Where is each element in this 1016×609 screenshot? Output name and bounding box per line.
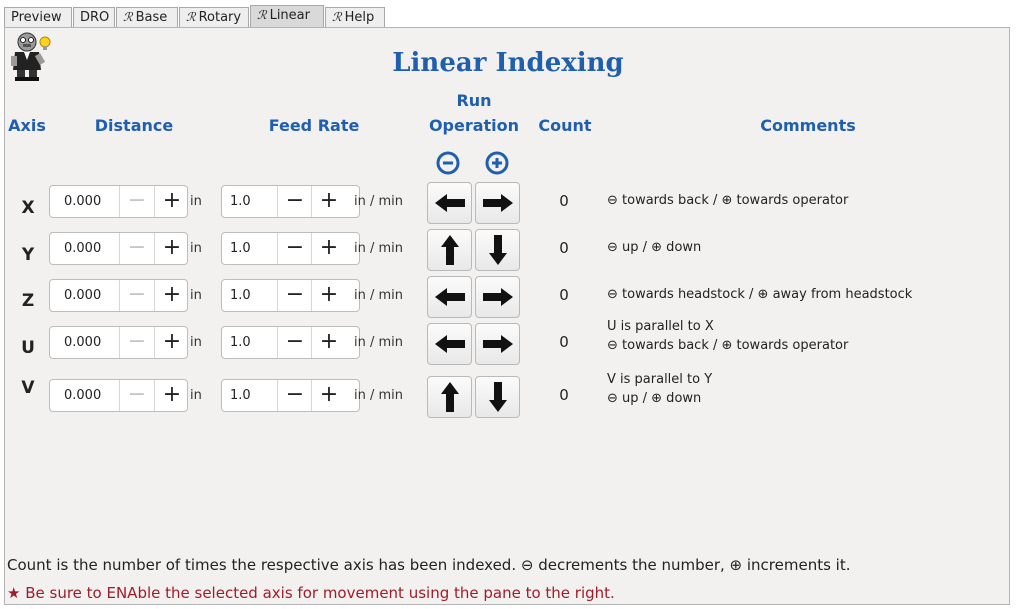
distance-decrement-button-x[interactable]: −: [119, 186, 154, 217]
comment-u: [607, 317, 848, 355]
header-count: Count: [538, 116, 592, 135]
comment-y: [607, 238, 701, 257]
comment-x: [607, 191, 848, 210]
distance-unit-v: in: [190, 388, 202, 403]
distance-increment-button-u[interactable]: +: [154, 327, 189, 358]
tab-rotary[interactable]: [179, 7, 249, 27]
feed-spinbox-z: [221, 279, 360, 312]
distance-spinbox-x: [49, 185, 188, 218]
count-value-v: 0: [559, 386, 569, 404]
arrow-up-icon: [439, 233, 461, 267]
plus-circle-icon: [484, 150, 510, 176]
distance-value-z[interactable]: 0.000: [64, 288, 102, 303]
feed-unit-v: in / min: [354, 388, 404, 403]
axis-label-u: U: [21, 338, 35, 358]
feed-decrement-button-x[interactable]: −: [277, 186, 312, 217]
distance-increment-button-y[interactable]: +: [154, 233, 189, 264]
distance-spinbox-v: [49, 379, 188, 412]
run-plus-button-x[interactable]: [475, 182, 520, 224]
comment-line-1: U is parallel to X: [607, 319, 714, 334]
distance-decrement-button-v[interactable]: −: [119, 380, 154, 411]
run-minus-button-u[interactable]: [427, 323, 472, 365]
feed-unit-x: in / min: [354, 194, 404, 209]
feed-value-v[interactable]: 1.0: [230, 388, 251, 403]
distance-value-u[interactable]: 0.000: [64, 335, 102, 350]
feed-spinbox-v: [221, 379, 360, 412]
distance-unit-x: in: [190, 194, 202, 209]
feed-decrement-button-u[interactable]: −: [277, 327, 312, 358]
arrow-right-icon: [481, 192, 515, 214]
tab-bar: [0, 0, 1016, 28]
r-icon: ℛ: [186, 10, 196, 24]
axis-label-y: Y: [21, 245, 35, 265]
feed-decrement-button-z[interactable]: −: [277, 280, 312, 311]
run-plus-button-y[interactable]: [475, 229, 520, 271]
feed-decrement-button-y[interactable]: −: [277, 233, 312, 264]
run-minus-button-x[interactable]: [427, 182, 472, 224]
tab-dro[interactable]: [73, 7, 115, 27]
axis-label-v: V: [21, 378, 35, 398]
arrow-down-icon: [487, 233, 509, 267]
feed-increment-button-u[interactable]: +: [311, 327, 346, 358]
linear-indexing-panel: [4, 27, 1010, 605]
run-plus-button-v[interactable]: [475, 376, 520, 418]
distance-unit-u: in: [190, 335, 202, 350]
count-value-y: 0: [559, 239, 569, 257]
r-icon: ℛ: [123, 10, 133, 24]
tab-label: Rotary: [198, 10, 242, 25]
tab-linear[interactable]: [250, 5, 324, 28]
distance-spinbox-y: [49, 232, 188, 265]
distance-value-v[interactable]: 0.000: [64, 388, 102, 403]
distance-spinbox-z: [49, 279, 188, 312]
arrow-right-icon: [481, 286, 515, 308]
run-minus-button-v[interactable]: [427, 376, 472, 418]
run-plus-button-z[interactable]: [475, 276, 520, 318]
feed-increment-button-x[interactable]: +: [311, 186, 346, 217]
enable-warning: ★ Be sure to ENAble the selected axis for movement using the pane to the right.: [7, 584, 615, 602]
r-icon: ℛ: [257, 8, 267, 22]
arrow-left-icon: [433, 192, 467, 214]
run-minus-button-z[interactable]: [427, 276, 472, 318]
comment-line-2: ⊖ up / ⊕ down: [607, 391, 702, 406]
tab-base[interactable]: [116, 7, 178, 27]
arrow-left-icon: [433, 333, 467, 355]
distance-decrement-button-z[interactable]: −: [119, 280, 154, 311]
feed-increment-button-v[interactable]: +: [311, 380, 346, 411]
distance-decrement-button-u[interactable]: −: [119, 327, 154, 358]
tab-label: Preview: [11, 10, 62, 25]
count-explanation: Count is the number of times the respective axis has been indexed. ⊖ decrements the number, ⊕ increments it.: [7, 556, 851, 574]
distance-increment-button-z[interactable]: +: [154, 280, 189, 311]
comment-line-2: ⊖ towards back / ⊕ towards operator: [607, 338, 849, 353]
comment-v: [607, 370, 712, 408]
run-minus-button-y[interactable]: [427, 229, 472, 271]
header-axis: Axis: [8, 116, 46, 135]
comment-line-1: ⊖ towards headstock / ⊕ away from headstock: [607, 287, 913, 302]
feed-increment-button-z[interactable]: +: [311, 280, 346, 311]
feed-spinbox-x: [221, 185, 360, 218]
feed-spinbox-y: [221, 232, 360, 265]
count-value-z: 0: [559, 286, 569, 304]
distance-increment-button-x[interactable]: +: [154, 186, 189, 217]
distance-decrement-button-y[interactable]: −: [119, 233, 154, 264]
r-icon: ℛ: [332, 10, 342, 24]
feed-value-y[interactable]: 1.0: [230, 241, 251, 256]
comment-line-1: V is parallel to Y: [607, 372, 713, 387]
arrow-down-icon: [487, 380, 509, 414]
minus-circle-icon: [435, 150, 461, 176]
tab-label: DRO: [80, 10, 110, 25]
feed-value-u[interactable]: 1.0: [230, 335, 251, 350]
tab-label: Linear: [269, 8, 310, 23]
distance-increment-button-v[interactable]: +: [154, 380, 189, 411]
header-comments: Comments: [760, 116, 856, 135]
distance-unit-z: in: [190, 288, 202, 303]
distance-value-x[interactable]: 0.000: [64, 194, 102, 209]
run-plus-button-u[interactable]: [475, 323, 520, 365]
arrow-left-icon: [433, 286, 467, 308]
page-title: Linear Indexing: [392, 48, 624, 78]
distance-unit-y: in: [190, 241, 202, 256]
count-value-u: 0: [559, 333, 569, 351]
feed-decrement-button-v[interactable]: −: [277, 380, 312, 411]
tab-help[interactable]: [325, 7, 385, 27]
axis-label-z: Z: [21, 291, 35, 311]
feed-unit-u: in / min: [354, 335, 404, 350]
feed-unit-y: in / min: [354, 241, 404, 256]
feed-unit-z: in / min: [354, 288, 404, 303]
header-run: Run: [456, 91, 492, 110]
comment-z: [607, 285, 912, 304]
feed-spinbox-u: [221, 326, 360, 359]
count-value-x: 0: [559, 192, 569, 210]
tab-label: Base: [135, 10, 168, 25]
distance-value-y[interactable]: 0.000: [64, 241, 102, 256]
header-feed-rate: Feed Rate: [268, 116, 360, 135]
axis-label-x: X: [21, 198, 35, 218]
feed-value-x[interactable]: 1.0: [230, 194, 251, 209]
arrow-right-icon: [481, 333, 515, 355]
header-operation: Operation: [428, 116, 520, 135]
comment-line-1: ⊖ up / ⊕ down: [607, 240, 702, 255]
comment-line-1: ⊖ towards back / ⊕ towards operator: [607, 193, 849, 208]
feed-increment-button-y[interactable]: +: [311, 233, 346, 264]
distance-spinbox-u: [49, 326, 188, 359]
feed-value-z[interactable]: 1.0: [230, 288, 251, 303]
header-distance: Distance: [94, 116, 174, 135]
tab-preview[interactable]: [4, 7, 72, 27]
tab-label: Help: [344, 10, 375, 25]
arrow-up-icon: [439, 380, 461, 414]
